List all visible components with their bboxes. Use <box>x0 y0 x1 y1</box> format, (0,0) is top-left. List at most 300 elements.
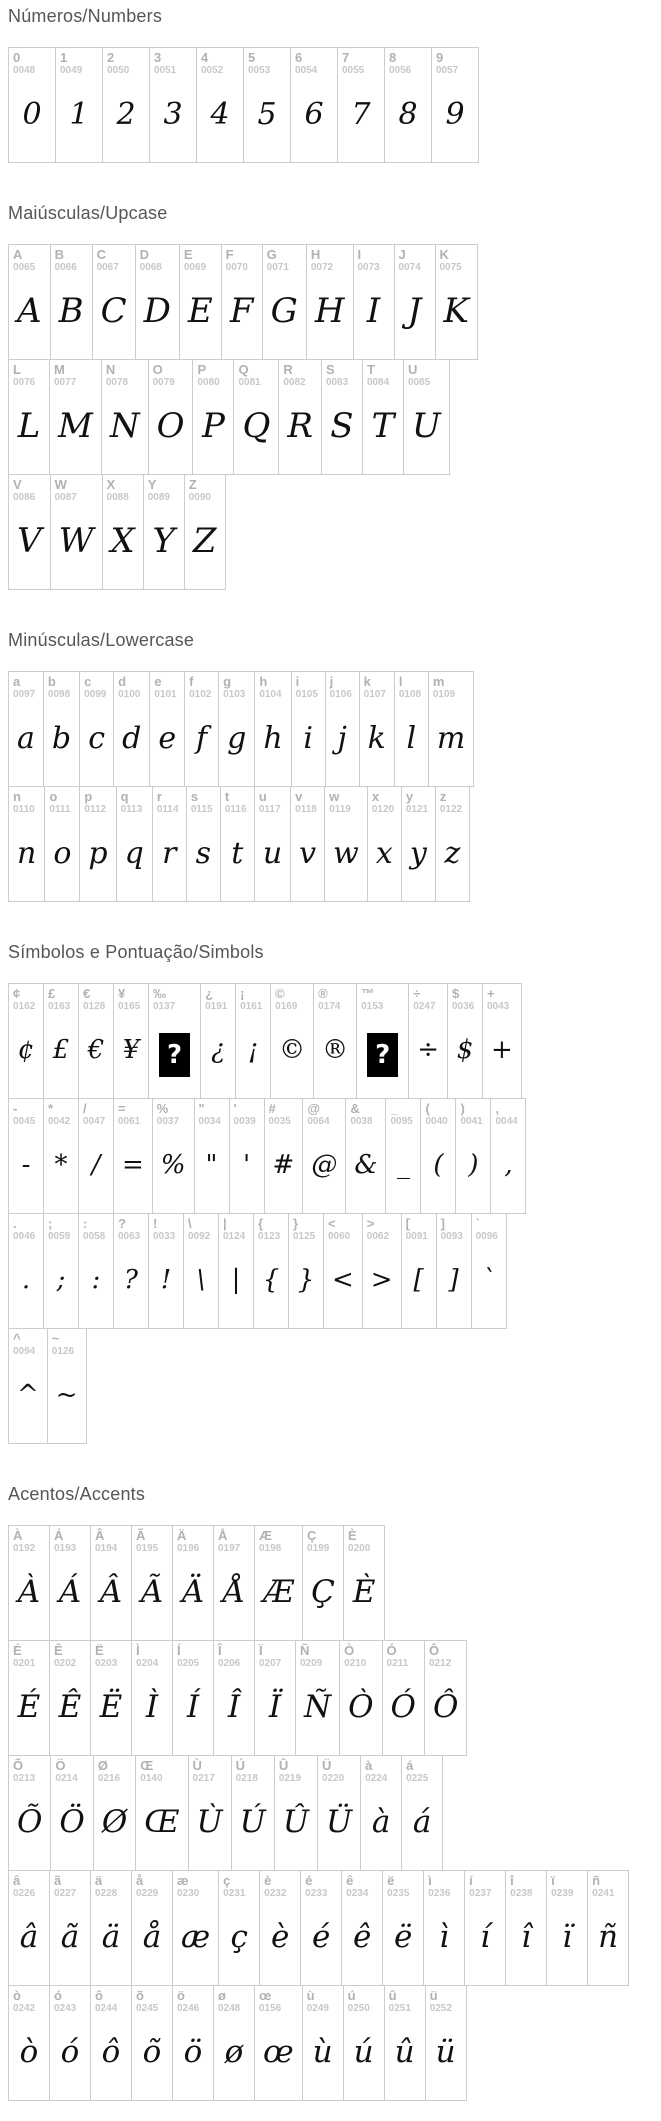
cell-header <box>402 1214 436 1242</box>
cell-glyph: T <box>371 406 395 447</box>
cell-header <box>318 1756 360 1784</box>
glyph-cell <box>291 671 326 787</box>
cell-glyph: . <box>21 1265 31 1296</box>
cell-header <box>189 1756 231 1784</box>
cell-unicode-code: 0153 <box>361 1000 384 1012</box>
glyph-cell <box>49 359 102 475</box>
cell-unicode-code: 0076 <box>13 376 36 388</box>
cell-glyph: & <box>354 1150 378 1181</box>
cell-glyph: 1 <box>69 96 89 132</box>
cell-glyph: Ó <box>390 1689 416 1726</box>
cell-unicode-code: 0219 <box>278 1772 302 1784</box>
cell-header <box>214 1526 254 1554</box>
cell-header <box>395 672 428 700</box>
cell-character-label: â <box>13 1873 21 1888</box>
glyph-row <box>8 244 661 360</box>
cell-unicode-code: 0201 <box>13 1657 36 1669</box>
cell-character-label: < <box>328 1216 336 1231</box>
glyph-cell <box>384 47 432 163</box>
cell-character-label: Â <box>95 1528 105 1543</box>
cell-character-label: $ <box>451 986 460 1001</box>
glyph-cell <box>300 1870 342 1986</box>
cell-unicode-code: 0228 <box>95 1887 118 1899</box>
cell-header <box>289 1214 323 1242</box>
cell-character-label: ô <box>95 1988 103 2003</box>
cell-glyph: ê <box>352 1919 372 1956</box>
cell-character-label: Ö <box>55 1758 66 1773</box>
cell-header <box>150 48 196 76</box>
cell-unicode-code: 0212 <box>428 1657 452 1669</box>
cell-header <box>91 1526 131 1554</box>
glyph-cell <box>423 1870 465 1986</box>
glyph-cell <box>8 1755 51 1871</box>
glyph-cell <box>8 1985 50 2101</box>
cell-header <box>547 1871 587 1899</box>
cell-header <box>187 787 220 815</box>
cell-header <box>214 1986 254 2014</box>
cell-header <box>136 1756 187 1784</box>
cell-glyph: o <box>53 835 72 871</box>
cell-unicode-code: 0093 <box>440 1230 463 1242</box>
cell-character-label: Å <box>218 1528 228 1543</box>
cell-glyph: / <box>91 1150 101 1181</box>
cell-glyph: c <box>88 720 106 756</box>
cell-glyph: ø <box>224 2034 244 2071</box>
cell-header <box>221 787 254 815</box>
cell-glyph: ü <box>435 2034 456 2071</box>
cell-unicode-code: 0087 <box>54 491 77 503</box>
cell-character-label: U <box>407 362 418 377</box>
cell-unicode-code: 0241 <box>592 1887 615 1899</box>
cell-character-label: € <box>83 986 91 1001</box>
cell-glyph: , <box>504 1150 513 1181</box>
cell-character-label: ? <box>118 1216 126 1231</box>
glyph-cell <box>131 1525 173 1641</box>
cell-unicode-code: 0038 <box>350 1115 373 1127</box>
glyph-cell <box>362 359 404 475</box>
glyph-row <box>8 983 661 1099</box>
cell-character-label: ë <box>387 1873 395 1888</box>
cell-glyph: : <box>91 1265 101 1296</box>
cell-glyph: R <box>287 406 313 447</box>
glyph-cell <box>196 47 244 163</box>
cell-unicode-code: 0103 <box>223 688 246 700</box>
glyph-row <box>8 1870 661 1986</box>
cell-header <box>45 787 79 815</box>
glyph-cell <box>431 47 479 163</box>
cell-glyph: j <box>337 720 347 756</box>
cell-unicode-code: 0214 <box>55 1772 78 1784</box>
cell-character-label: è <box>264 1873 272 1888</box>
cell-glyph: ; <box>56 1265 66 1296</box>
cell-unicode-code: 0237 <box>469 1887 492 1899</box>
glyph-row <box>8 47 661 163</box>
cell-glyph: 7 <box>351 96 371 132</box>
cell-header <box>491 1099 525 1127</box>
glyph-cell <box>254 786 291 902</box>
cell-header <box>102 360 148 388</box>
cell-unicode-code: 0229 <box>136 1887 159 1899</box>
cell-header <box>326 672 359 700</box>
cell-character-label: l <box>398 674 403 689</box>
glyph-cell <box>152 786 187 902</box>
glyph-cell <box>218 1213 254 1329</box>
cell-character-label: ( <box>425 1101 430 1116</box>
cell-glyph: Õ <box>17 1804 43 1841</box>
glyph-cell <box>200 983 236 1099</box>
cell-unicode-code: 0033 <box>153 1230 176 1242</box>
cell-unicode-code: 0095 <box>390 1115 413 1127</box>
cell-character-label: Ô <box>428 1643 440 1658</box>
cell-character-label: 6 <box>295 50 303 65</box>
cell-unicode-code: 0086 <box>13 491 36 503</box>
glyph-cell <box>254 1985 303 2101</box>
glyph-cell <box>435 786 470 902</box>
cell-unicode-code: 0233 <box>305 1887 328 1899</box>
cell-header <box>344 1986 384 2014</box>
cell-unicode-code: 0054 <box>295 64 318 76</box>
cell-header <box>301 1871 341 1899</box>
cell-unicode-code: 0114 <box>156 803 179 815</box>
glyph-cell <box>464 1870 506 1986</box>
cell-header <box>506 1871 546 1899</box>
cell-header <box>9 672 43 700</box>
glyph-row <box>8 474 661 590</box>
cell-glyph: S <box>330 406 354 447</box>
cell-header <box>465 1871 505 1899</box>
cell-character-label: K <box>439 247 449 262</box>
cell-character-label: Á <box>54 1528 64 1543</box>
cell-header <box>402 1756 442 1784</box>
cell-glyph: æ <box>181 1919 211 1956</box>
cell-header <box>9 984 43 1012</box>
cell-glyph: w <box>333 835 359 871</box>
cell-character-label: ! <box>153 1216 158 1231</box>
cell-header <box>255 1526 302 1554</box>
cell-character-label: õ <box>136 1988 144 2003</box>
cell-unicode-code: 0123 <box>258 1230 281 1242</box>
cell-glyph: Y <box>152 521 175 562</box>
glyph-cell <box>152 1098 195 1214</box>
cell-header <box>94 1756 135 1784</box>
cell-glyph: ) <box>468 1150 479 1181</box>
glyph-cell <box>184 671 219 787</box>
cell-header <box>588 1871 628 1899</box>
cell-glyph: 2 <box>116 96 136 132</box>
glyph-cell <box>49 1525 91 1641</box>
cell-unicode-code: 0210 <box>344 1657 367 1669</box>
cell-header <box>340 1641 381 1669</box>
cell-character-label: a <box>13 674 21 689</box>
cell-header <box>9 1756 50 1784</box>
cell-unicode-code: 0057 <box>436 64 459 76</box>
cell-glyph: Å <box>222 1574 246 1611</box>
cell-header <box>222 245 262 273</box>
cell-character-label: M <box>54 362 65 377</box>
glyph-cell <box>43 671 80 787</box>
cell-unicode-code: 0125 <box>293 1230 316 1242</box>
glyph-row <box>8 786 661 902</box>
cell-unicode-code: 0220 <box>321 1772 345 1784</box>
cell-header <box>354 245 394 273</box>
cell-glyph: r <box>162 835 177 871</box>
cell-unicode-code: 0235 <box>387 1887 410 1899</box>
cell-header <box>395 245 435 273</box>
cell-unicode-code: 0050 <box>107 64 130 76</box>
cell-unicode-code: 0227 <box>54 1887 77 1899</box>
cell-header <box>50 1526 90 1554</box>
cell-header <box>114 672 149 700</box>
cell-character-label: G <box>266 247 277 262</box>
cell-unicode-code: 0101 <box>154 688 177 700</box>
cell-header <box>265 1099 303 1127</box>
cell-header <box>385 1986 425 2014</box>
glyph-cell <box>102 47 150 163</box>
cell-glyph: n <box>17 835 37 871</box>
glyph-cell <box>229 1098 265 1214</box>
glyph-table <box>8 244 661 590</box>
cell-header <box>363 1214 401 1242</box>
cell-unicode-code: 0117 <box>258 803 281 815</box>
cell-header <box>114 1099 152 1127</box>
cell-header <box>9 360 49 388</box>
cell-character-label: ä <box>95 1873 103 1888</box>
glyph-cell <box>8 1525 50 1641</box>
cell-glyph: l <box>406 720 417 756</box>
cell-character-label: } <box>293 1216 299 1231</box>
cell-glyph: E <box>187 291 213 332</box>
cell-header <box>307 245 353 273</box>
cell-glyph: 8 <box>398 96 418 132</box>
glyph-cell <box>8 1328 48 1444</box>
cell-unicode-code: 0083 <box>325 376 349 388</box>
glyph-cell <box>149 47 197 163</box>
cell-character-label: Í <box>177 1643 181 1658</box>
glyph-cell <box>131 1640 173 1756</box>
cell-unicode-code: 0118 <box>295 803 317 815</box>
cell-glyph: G <box>270 291 298 332</box>
glyph-cell <box>306 244 354 360</box>
cell-character-label: ¡ <box>240 986 245 1001</box>
cell-unicode-code: 0252 <box>429 2002 452 2014</box>
cell-glyph: Û <box>282 1804 309 1841</box>
cell-header <box>9 787 44 815</box>
glyph-cell <box>113 1213 149 1329</box>
cell-unicode-code: 0206 <box>218 1657 241 1669</box>
cell-glyph: H <box>314 291 345 332</box>
cell-character-label: í <box>469 1873 473 1888</box>
cell-glyph: ô <box>101 2034 121 2071</box>
cell-unicode-code: 0064 <box>307 1115 330 1127</box>
cell-character-label: * <box>48 1101 54 1116</box>
glyph-row <box>8 1985 661 2101</box>
glyph-cell <box>135 244 180 360</box>
cell-character-label: _ <box>390 1101 398 1116</box>
glyph-cell <box>325 671 360 787</box>
glyph-cell <box>270 983 314 1099</box>
cell-character-label: Ñ <box>300 1643 310 1658</box>
cell-unicode-code: 0043 <box>486 1000 510 1012</box>
cell-glyph: * <box>54 1150 68 1181</box>
cell-character-label: = <box>118 1101 126 1116</box>
glyph-cell <box>8 1640 50 1756</box>
glyph-cell <box>384 1985 426 2101</box>
glyph-cell <box>408 983 448 1099</box>
cell-glyph: [ <box>413 1265 424 1296</box>
cell-glyph: k <box>367 720 386 756</box>
cell-character-label: Õ <box>13 1758 24 1773</box>
cell-unicode-code: 0052 <box>201 64 224 76</box>
cell-unicode-code: 0250 <box>347 2002 370 2014</box>
glyph-cell <box>262 244 307 360</box>
cell-header <box>448 984 482 1012</box>
cell-glyph: e <box>158 720 177 756</box>
cell-character-label: j <box>329 674 334 689</box>
cell-character-label: y <box>405 789 414 804</box>
cell-unicode-code: 0107 <box>363 688 386 700</box>
cell-unicode-code: 0046 <box>13 1230 36 1242</box>
cell-header <box>132 1641 172 1669</box>
cell-header <box>263 245 306 273</box>
cell-character-label: Ï <box>259 1643 263 1658</box>
cell-glyph: Á <box>58 1574 82 1611</box>
cell-unicode-code: 0097 <box>13 688 36 700</box>
cell-character-label: Q <box>238 362 249 377</box>
cell-header <box>44 1099 78 1127</box>
glyph-cell <box>341 1870 383 1986</box>
glyph-cell <box>90 1985 132 2101</box>
cell-character-label: ' <box>233 1101 237 1116</box>
glyph-cell <box>101 359 149 475</box>
cell-header <box>144 475 184 503</box>
cell-character-label: ò <box>13 1988 21 2003</box>
glyph-cell <box>92 244 136 360</box>
glyph-cell <box>131 1985 173 2101</box>
cell-header <box>386 1099 420 1127</box>
cell-header <box>436 245 477 273</box>
cell-character-label: f <box>189 674 194 689</box>
glyph-cell <box>243 47 291 163</box>
cell-unicode-code: 0231 <box>223 1887 246 1899</box>
cell-glyph: f <box>196 720 208 756</box>
cell-header <box>254 1214 288 1242</box>
cell-character-label: î <box>510 1873 514 1888</box>
cell-header <box>296 1641 339 1669</box>
cell-unicode-code: 0225 <box>406 1772 429 1784</box>
cell-unicode-code: 0099 <box>84 688 107 700</box>
glyph-cell <box>546 1870 588 1986</box>
section-title: Maiúsculas/Upcase <box>8 203 168 223</box>
glyph-cell <box>385 1098 421 1214</box>
cell-unicode-code: 0077 <box>54 376 77 388</box>
glyph-cell <box>382 1640 425 1756</box>
cell-glyph: g <box>227 720 247 756</box>
cell-glyph: \ <box>196 1265 206 1296</box>
glyph-cell <box>78 1213 114 1329</box>
cell-character-label: É <box>13 1643 22 1658</box>
cell-character-label: ‰ <box>153 986 166 1001</box>
glyph-row <box>8 1640 661 1756</box>
cell-glyph: @ <box>311 1150 338 1181</box>
cell-header <box>255 787 290 815</box>
glyph-cell <box>490 1098 526 1214</box>
glyph-cell <box>425 1985 467 2101</box>
cell-glyph: 4 <box>210 96 230 132</box>
cell-character-label: ì <box>428 1873 432 1888</box>
cell-header <box>149 1214 183 1242</box>
cell-character-label: á <box>406 1758 414 1773</box>
cell-glyph: œ <box>263 2034 294 2071</box>
cell-unicode-code: 0091 <box>405 1230 428 1242</box>
cell-header <box>173 1986 213 2014</box>
glyph-cell <box>50 474 103 590</box>
cell-character-label: ü <box>429 1988 438 2003</box>
glyph-cell <box>254 1640 296 1756</box>
cell-unicode-code: 0239 <box>551 1887 574 1899</box>
glyph-cell <box>192 359 234 475</box>
cell-header <box>360 672 394 700</box>
cell-glyph: ' <box>242 1150 251 1181</box>
cell-character-label: ; <box>48 1216 53 1231</box>
glyph-cell <box>116 786 153 902</box>
cell-character-label: m <box>432 674 445 689</box>
cell-unicode-code: 0068 <box>139 261 162 273</box>
cell-character-label: Ë <box>95 1643 104 1658</box>
cell-glyph: X <box>110 521 135 562</box>
glyph-cell <box>78 983 114 1099</box>
cell-header <box>363 360 403 388</box>
cell-glyph: { <box>262 1265 280 1296</box>
cell-header <box>51 1756 92 1784</box>
glyph-cell <box>323 1213 363 1329</box>
cell-unicode-code: 0084 <box>366 376 390 388</box>
glyph-cell <box>8 47 56 163</box>
cell-header <box>303 1986 343 2014</box>
cell-unicode-code: 0078 <box>105 376 129 388</box>
cell-glyph: O <box>156 406 185 447</box>
cell-header <box>9 1526 49 1554</box>
cell-character-label: u <box>258 789 267 804</box>
cell-glyph: B <box>58 291 84 332</box>
glyph-cell <box>337 47 385 163</box>
cell-unicode-code: 0051 <box>154 64 177 76</box>
cell-header <box>9 1641 49 1669</box>
cell-header <box>346 1099 385 1127</box>
cell-glyph: " <box>205 1150 218 1181</box>
cell-unicode-code: 0063 <box>118 1230 141 1242</box>
cell-glyph: È <box>352 1574 376 1611</box>
glyph-cell <box>113 671 150 787</box>
cell-header <box>426 1986 466 2014</box>
cell-character-label: F <box>225 247 234 262</box>
cell-glyph: V <box>17 521 42 562</box>
glyph-cell <box>288 1213 324 1329</box>
cell-header <box>149 360 193 388</box>
cell-header <box>357 984 408 1012</box>
cell-unicode-code: 0174 <box>318 1000 341 1012</box>
cell-unicode-code: 0102 <box>189 688 212 700</box>
cell-unicode-code: 0156 <box>259 2002 282 2014</box>
cell-header <box>91 1871 131 1899</box>
cell-glyph: € <box>87 1035 105 1066</box>
cell-character-label: ÷ <box>413 986 421 1001</box>
cell-unicode-code: 0232 <box>264 1887 287 1899</box>
cell-header <box>185 475 225 503</box>
cell-character-label: b <box>47 674 56 689</box>
cell-glyph: ù <box>312 2034 333 2071</box>
cell-character-label: ê <box>346 1873 354 1888</box>
glyph-cell <box>471 1213 507 1329</box>
